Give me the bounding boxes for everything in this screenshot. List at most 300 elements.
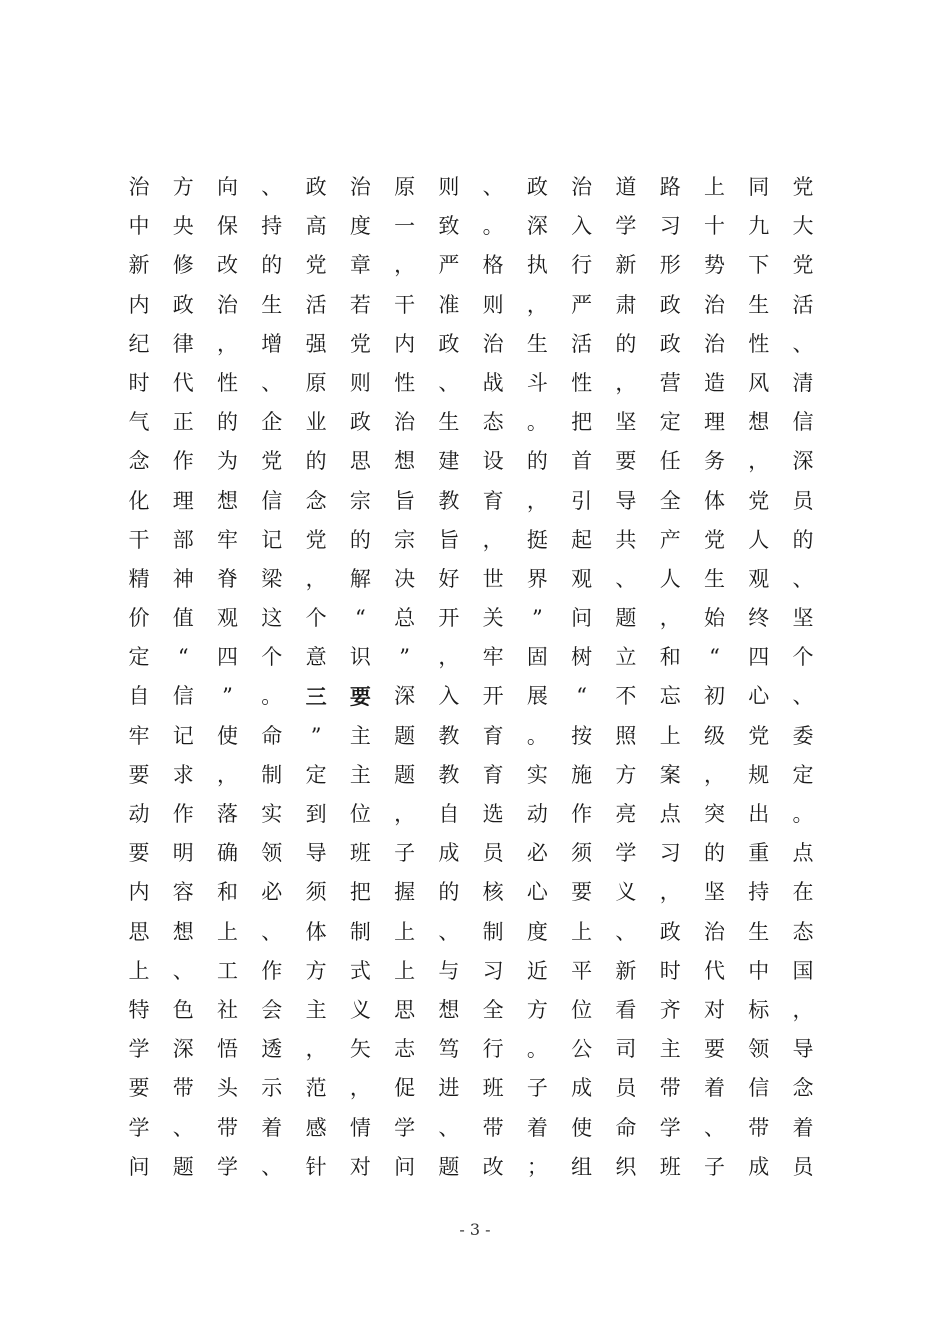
text-char: 政 — [349, 410, 371, 435]
text-char: 规 — [748, 762, 770, 787]
text-char: 全 — [482, 997, 504, 1022]
text-char: 治 — [703, 292, 725, 317]
text-char: 员 — [792, 1154, 814, 1179]
text-char: 记 — [172, 723, 194, 748]
text-char: 总 — [394, 606, 416, 631]
text-char: 清 — [792, 370, 814, 395]
text-char: 、 — [438, 1115, 460, 1140]
text-char: 心 — [748, 684, 770, 709]
text-char: “ — [177, 645, 189, 670]
text-char: 使 — [217, 723, 239, 748]
text-char: 忘 — [659, 684, 681, 709]
text-char: 范 — [305, 1076, 327, 1101]
text-char: 新 — [615, 253, 637, 278]
text-char: ， — [217, 331, 239, 356]
text-char: 内 — [128, 292, 150, 317]
text-char: 上 — [394, 919, 416, 944]
text-char: “ — [709, 645, 720, 670]
text-char: 旨 — [438, 527, 460, 552]
text-char: 点 — [659, 802, 681, 826]
text-char: 政 — [438, 331, 460, 356]
text-char: 想 — [438, 997, 460, 1022]
text-char: 活 — [792, 292, 814, 317]
text-char: 定 — [659, 410, 681, 435]
text-char: 政 — [526, 175, 548, 199]
text-char: 观 — [571, 566, 593, 591]
text-char: 则 — [438, 175, 460, 199]
text-char: 行 — [571, 253, 593, 278]
text-char: 持 — [748, 880, 770, 905]
text-char: 教 — [438, 723, 460, 748]
text-char: 终 — [748, 606, 770, 631]
text-char: 要 — [703, 1037, 725, 1062]
text-char: 主 — [349, 723, 371, 748]
text-char: 育 — [482, 488, 504, 513]
text-char: 人 — [659, 566, 681, 591]
text-char: 内 — [394, 331, 416, 356]
text-char: 学 — [217, 1154, 239, 1179]
text-line — [128, 286, 814, 325]
text-char: 作 — [172, 449, 194, 474]
text-char: 上 — [217, 919, 239, 944]
text-char: 内 — [128, 880, 150, 905]
text-line — [128, 991, 814, 1030]
text-char: 党 — [305, 527, 327, 552]
text-char: 人 — [748, 527, 770, 552]
text-char: 照 — [615, 723, 637, 748]
text-char: 导 — [305, 841, 327, 866]
text-char: 性 — [217, 370, 239, 395]
text-char: 党 — [305, 253, 327, 278]
text-char: 同 — [748, 175, 770, 199]
text-char: 与 — [438, 958, 460, 983]
body-text — [128, 168, 814, 1187]
text-char: 治 — [349, 175, 371, 199]
text-char: 悟 — [217, 1037, 239, 1062]
text-char: 风 — [748, 370, 770, 395]
text-char: 笃 — [438, 1037, 460, 1062]
text-char: 织 — [615, 1154, 637, 1179]
text-char: 作 — [172, 802, 194, 826]
text-char: ， — [394, 253, 416, 278]
text-char: 治 — [394, 410, 416, 435]
text-char: 齐 — [659, 997, 681, 1022]
text-char: “ — [354, 606, 366, 631]
text-char: 干 — [128, 527, 150, 552]
text-char: 国 — [792, 958, 814, 983]
text-char: 动 — [526, 802, 548, 826]
text-char: 题 — [394, 723, 416, 748]
text-char: 组 — [571, 1154, 593, 1179]
text-char: 带 — [172, 1076, 194, 1101]
text-char: 的 — [438, 880, 460, 905]
text-char: 带 — [482, 1115, 504, 1140]
text-char: 理 — [703, 410, 725, 435]
text-char: 的 — [615, 331, 637, 356]
text-char: 治 — [128, 175, 150, 199]
text-char: 施 — [571, 762, 593, 787]
text-char: 开 — [482, 684, 504, 709]
text-char: 位 — [571, 997, 593, 1022]
text-char: 深 — [172, 1037, 194, 1062]
text-char: 意 — [305, 645, 327, 670]
text-char: 成 — [571, 1076, 593, 1101]
text-char: 神 — [172, 566, 194, 591]
text-char: 信 — [792, 410, 814, 435]
text-char: 增 — [261, 331, 283, 356]
text-char: ， — [526, 488, 548, 513]
text-char: 上 — [659, 723, 681, 748]
text-char: 念 — [128, 449, 150, 474]
text-char: 新 — [128, 253, 150, 278]
text-char: 会 — [261, 997, 283, 1022]
text-char: 开 — [438, 606, 460, 631]
text-char: 。 — [482, 214, 504, 239]
text-char: 部 — [172, 527, 194, 552]
text-char: 班 — [349, 841, 371, 866]
text-line — [128, 952, 814, 991]
text-char: 子 — [394, 841, 416, 866]
text-char: 在 — [792, 880, 814, 905]
text-char: 准 — [438, 292, 460, 317]
text-char: 理 — [172, 488, 194, 513]
text-char: 个 — [792, 645, 814, 670]
text-char: 值 — [172, 606, 194, 631]
text-char: 十 — [703, 214, 725, 239]
text-char: 要 — [349, 684, 371, 710]
text-char: 势 — [703, 253, 725, 278]
text-char: 习 — [482, 958, 504, 983]
text-char: 成 — [748, 1154, 770, 1179]
text-char: 不 — [615, 684, 637, 709]
text-char: 上 — [703, 175, 725, 199]
text-char: 体 — [703, 488, 725, 513]
page-number: - 3 - — [459, 1220, 491, 1239]
text-char: 信 — [261, 488, 283, 513]
text-char: 点 — [792, 841, 814, 866]
text-char: 解 — [349, 566, 371, 591]
text-char: 度 — [526, 919, 548, 944]
text-char: 性 — [571, 370, 593, 395]
text-char: 则 — [349, 370, 371, 395]
text-char: 想 — [217, 488, 239, 513]
text-char: 旨 — [394, 488, 416, 513]
text-line — [128, 207, 814, 246]
text-char: 大 — [792, 214, 814, 239]
text-char: 必 — [526, 841, 548, 866]
text-char: 党 — [748, 488, 770, 513]
text-char: 党 — [792, 253, 814, 278]
text-char: 格 — [482, 253, 504, 278]
text-char: ， — [394, 802, 416, 826]
text-char: 改 — [482, 1154, 504, 1179]
text-line — [128, 1109, 814, 1148]
text-char: 主 — [349, 762, 371, 787]
text-char: 上 — [571, 919, 593, 944]
text-char: 重 — [748, 841, 770, 866]
text-char: 、 — [172, 1115, 194, 1140]
text-char: 营 — [659, 370, 681, 395]
text-char: 的 — [792, 527, 814, 552]
text-char: 明 — [172, 841, 194, 866]
text-char: 制 — [482, 919, 504, 944]
text-char: 保 — [217, 214, 239, 239]
text-char: 关 — [482, 606, 504, 631]
text-char: 子 — [526, 1076, 548, 1101]
text-char: 治 — [482, 331, 504, 356]
text-char: 使 — [571, 1115, 593, 1140]
text-line — [128, 1069, 814, 1108]
text-char: 要 — [571, 880, 593, 905]
text-char: 、 — [261, 919, 283, 944]
text-char: 信 — [172, 684, 194, 709]
text-char: 对 — [703, 997, 725, 1022]
text-char: 党 — [703, 527, 725, 552]
text-char: 体 — [305, 919, 327, 944]
text-char: 代 — [703, 958, 725, 983]
text-char: 班 — [482, 1076, 504, 1101]
text-char: 决 — [394, 566, 416, 591]
text-char: 把 — [571, 410, 593, 435]
text-char: 突 — [703, 802, 725, 826]
text-char: 治 — [703, 919, 725, 944]
text-char: 造 — [703, 370, 725, 395]
text-char: 学 — [615, 214, 637, 239]
text-char: 把 — [349, 880, 371, 905]
text-char: 脊 — [217, 566, 239, 591]
text-char: 着 — [703, 1076, 725, 1101]
text-line — [128, 246, 814, 285]
text-char: 想 — [172, 919, 194, 944]
text-char: 时 — [128, 370, 150, 395]
text-char: 政 — [659, 292, 681, 317]
text-line — [128, 795, 814, 834]
text-char: 路 — [659, 175, 681, 199]
text-char: 思 — [128, 919, 150, 944]
text-line — [128, 913, 814, 952]
text-char: 学 — [128, 1037, 150, 1062]
text-char: 中 — [748, 958, 770, 983]
text-char: 领 — [748, 1037, 770, 1062]
text-char: 的 — [305, 449, 327, 474]
text-char: ， — [438, 645, 460, 670]
text-char: 气 — [128, 410, 150, 435]
text-char: “ — [576, 684, 588, 709]
text-char: 题 — [394, 762, 416, 787]
text-char: 行 — [482, 1037, 504, 1062]
text-char: 生 — [438, 410, 460, 435]
text-char: 记 — [261, 527, 283, 552]
text-char: 员 — [792, 488, 814, 513]
text-char: 学 — [659, 1115, 681, 1140]
text-char: 务 — [703, 449, 725, 474]
text-char: 、 — [261, 175, 283, 199]
text-char: 持 — [261, 214, 283, 239]
text-char: 作 — [261, 958, 283, 983]
text-line — [128, 756, 814, 795]
text-char: 。 — [526, 723, 548, 748]
text-char: 感 — [305, 1115, 327, 1140]
text-char: 落 — [217, 802, 239, 826]
text-char: 问 — [571, 606, 593, 631]
text-char: 题 — [172, 1154, 194, 1179]
text-char: ， — [349, 1076, 371, 1101]
text-line — [128, 442, 814, 481]
text-char: 全 — [659, 488, 681, 513]
text-line — [128, 1148, 814, 1187]
text-char: 、 — [438, 370, 460, 395]
text-char: 带 — [748, 1115, 770, 1140]
text-char: 学 — [394, 1115, 416, 1140]
text-char: 央 — [172, 214, 194, 239]
text-char: 严 — [571, 292, 593, 317]
text-char: 政 — [659, 919, 681, 944]
text-char: 党 — [748, 723, 770, 748]
text-char: ， — [659, 880, 681, 905]
text-char: 带 — [659, 1076, 681, 1101]
text-char: 化 — [128, 488, 150, 513]
text-char: 坚 — [792, 606, 814, 631]
text-char: 、 — [172, 958, 194, 983]
text-char: 态 — [792, 919, 814, 944]
text-char: ， — [305, 566, 327, 591]
text-char: ， — [615, 370, 637, 395]
text-char: 育 — [482, 762, 504, 787]
text-char: 初 — [703, 684, 725, 709]
text-char: 治 — [703, 331, 725, 356]
text-line — [128, 1030, 814, 1069]
text-char: 原 — [305, 370, 327, 395]
text-char: 着 — [526, 1115, 548, 1140]
text-char: 公 — [571, 1037, 593, 1062]
text-char: 四 — [748, 645, 770, 670]
text-char: 一 — [394, 214, 416, 239]
text-char: 入 — [438, 684, 460, 709]
text-char: 展 — [526, 684, 548, 709]
text-char: 方 — [172, 175, 194, 199]
text-line — [128, 873, 814, 912]
text-char: 产 — [659, 527, 681, 552]
text-char: 为 — [217, 449, 239, 474]
text-line — [128, 717, 814, 756]
text-char: 题 — [615, 606, 637, 631]
text-char: 主 — [659, 1037, 681, 1062]
text-char: 定 — [792, 762, 814, 787]
text-char: 、 — [615, 566, 637, 591]
text-char: ” — [399, 645, 410, 670]
text-line — [128, 638, 814, 677]
text-char: 自 — [128, 684, 150, 709]
text-char: 党 — [261, 449, 283, 474]
text-char: 个 — [305, 606, 327, 631]
text-char: 。 — [261, 684, 283, 709]
text-char: 方 — [305, 958, 327, 983]
text-char: 四 — [217, 645, 239, 670]
text-char: 观 — [748, 566, 770, 591]
text-char: 级 — [703, 723, 725, 748]
text-char: 的 — [703, 841, 725, 866]
text-char: 导 — [792, 1037, 814, 1062]
text-char: 容 — [172, 880, 194, 905]
text-char: 个 — [261, 645, 283, 670]
text-char: 方 — [615, 762, 637, 787]
text-char: 识 — [349, 645, 371, 670]
text-char: 情 — [349, 1115, 371, 1140]
text-char: 政 — [172, 292, 194, 317]
text-char: 上 — [394, 958, 416, 983]
text-char: 问 — [128, 1154, 150, 1179]
text-char: 执 — [526, 253, 548, 278]
text-char: 义 — [349, 997, 371, 1022]
text-char: 九 — [748, 214, 770, 239]
text-char: 式 — [349, 958, 371, 983]
text-char: 治 — [217, 292, 239, 317]
text-char: 学 — [615, 841, 637, 866]
text-char: 信 — [748, 1076, 770, 1101]
text-char: 若 — [349, 292, 371, 317]
text-char: 道 — [615, 175, 637, 199]
text-char: 立 — [615, 645, 637, 670]
text-char: ， — [305, 1037, 327, 1062]
text-char: 的 — [526, 449, 548, 474]
text-char: 生 — [748, 292, 770, 317]
text-line — [128, 168, 814, 207]
text-char: 思 — [394, 997, 416, 1022]
text-char: 近 — [526, 958, 548, 983]
text-char: 治 — [571, 175, 593, 199]
text-char: 、 — [615, 919, 637, 944]
text-char: 想 — [748, 410, 770, 435]
text-char: 任 — [659, 449, 681, 474]
text-char: 案 — [659, 762, 681, 787]
text-char: 位 — [349, 802, 371, 826]
text-char: 问 — [394, 1154, 416, 1179]
text-char: 这 — [261, 606, 283, 631]
text-char: 起 — [571, 527, 593, 552]
text-char: 的 — [261, 253, 283, 278]
text-char: 原 — [394, 175, 416, 199]
text-char: 教 — [438, 762, 460, 787]
text-char: 员 — [615, 1076, 637, 1101]
text-line — [128, 325, 814, 364]
text-char: 着 — [261, 1115, 283, 1140]
text-char: 、 — [792, 684, 814, 709]
text-char: 世 — [482, 566, 504, 591]
text-char: 新 — [615, 958, 637, 983]
text-char: 好 — [438, 566, 460, 591]
text-char: 、 — [261, 1154, 283, 1179]
text-char: 党 — [792, 175, 814, 199]
text-char: 定 — [128, 645, 150, 670]
text-char: 、 — [438, 919, 460, 944]
text-char: 成 — [438, 841, 460, 866]
text-char: 牢 — [128, 723, 150, 748]
text-char: 色 — [172, 997, 194, 1022]
text-char: 义 — [615, 880, 637, 905]
text-char: 促 — [394, 1076, 416, 1101]
text-char: 导 — [615, 488, 637, 513]
text-char: 修 — [172, 253, 194, 278]
text-char: 深 — [792, 449, 814, 474]
text-char: 工 — [217, 958, 239, 983]
text-char: 特 — [128, 997, 150, 1022]
text-char: 对 — [349, 1154, 371, 1179]
text-char: ， — [659, 606, 681, 631]
text-char: 委 — [792, 723, 814, 748]
text-char: 深 — [526, 214, 548, 239]
text-char: 制 — [261, 762, 283, 787]
text-char: 要 — [128, 1076, 150, 1101]
